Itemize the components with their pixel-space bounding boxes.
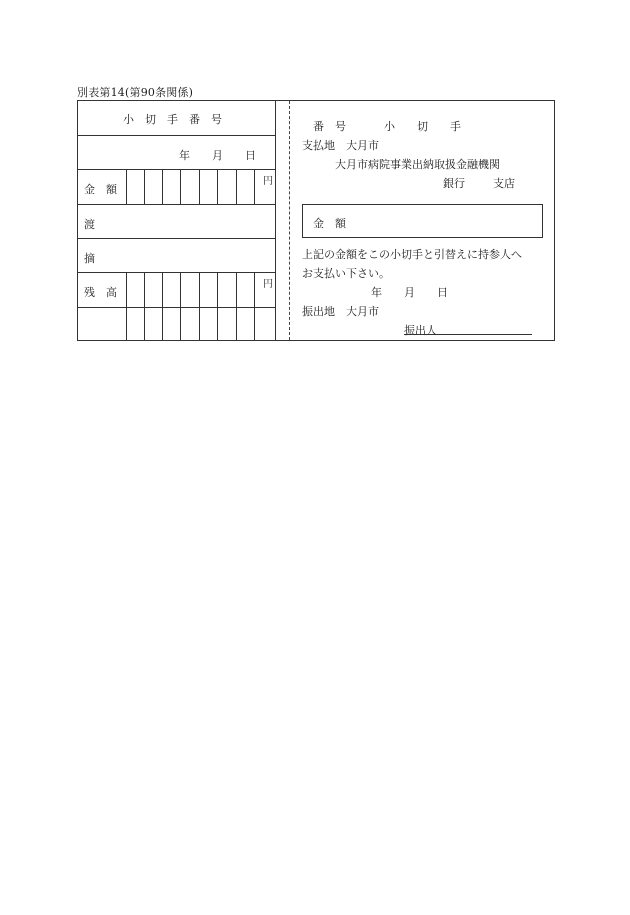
stub-balance-yen: 円 xyxy=(263,279,273,290)
stub-right-border xyxy=(275,101,276,340)
stub-payee-label: 渡 xyxy=(84,218,95,231)
stub-title-row xyxy=(78,101,275,136)
stub-amount-yen: 円 xyxy=(263,176,273,187)
instruction-line-2: お支払い下さい。 xyxy=(302,267,390,280)
amount-box xyxy=(302,204,543,238)
check-amount-label: 金 額 xyxy=(313,217,346,230)
issuer-label: 振出人 xyxy=(404,324,437,337)
payment-place: 支払地 大月市 xyxy=(302,139,379,152)
check-number-label: 番 号 xyxy=(313,120,346,133)
check-form xyxy=(77,100,555,341)
check-date: 年 月 日 xyxy=(371,286,448,299)
signature-line xyxy=(404,334,532,335)
stub-memo-row xyxy=(78,239,275,273)
check-body xyxy=(289,101,554,340)
stub-payee-row xyxy=(78,205,275,239)
stub-memo-label: 摘 xyxy=(84,252,95,265)
stub-amount-row xyxy=(78,170,275,205)
check-stub xyxy=(78,101,275,340)
stub-title: 小 切 手 番 号 xyxy=(123,113,222,126)
check-title: 小 切 手 xyxy=(384,120,461,133)
stub-balance-label: 残 高 xyxy=(84,286,117,299)
bank-label: 銀行 xyxy=(443,177,465,190)
branch-label: 支店 xyxy=(493,177,515,190)
financial-institution: 大月市病院事業出納取扱金融機関 xyxy=(335,158,500,171)
issue-place: 振出地 大月市 xyxy=(302,305,379,318)
stub-date-row xyxy=(78,136,275,170)
instruction-line-1: 上記の金額をこの小切手と引替えに持参人へ xyxy=(302,248,522,261)
stub-balance-row xyxy=(78,273,275,308)
stub-blank-row xyxy=(78,308,275,340)
stub-date: 年 月 日 xyxy=(179,149,256,162)
stub-amount-label: 金 額 xyxy=(84,183,117,196)
form-caption: 別表第14(第90条関係) xyxy=(77,86,194,99)
